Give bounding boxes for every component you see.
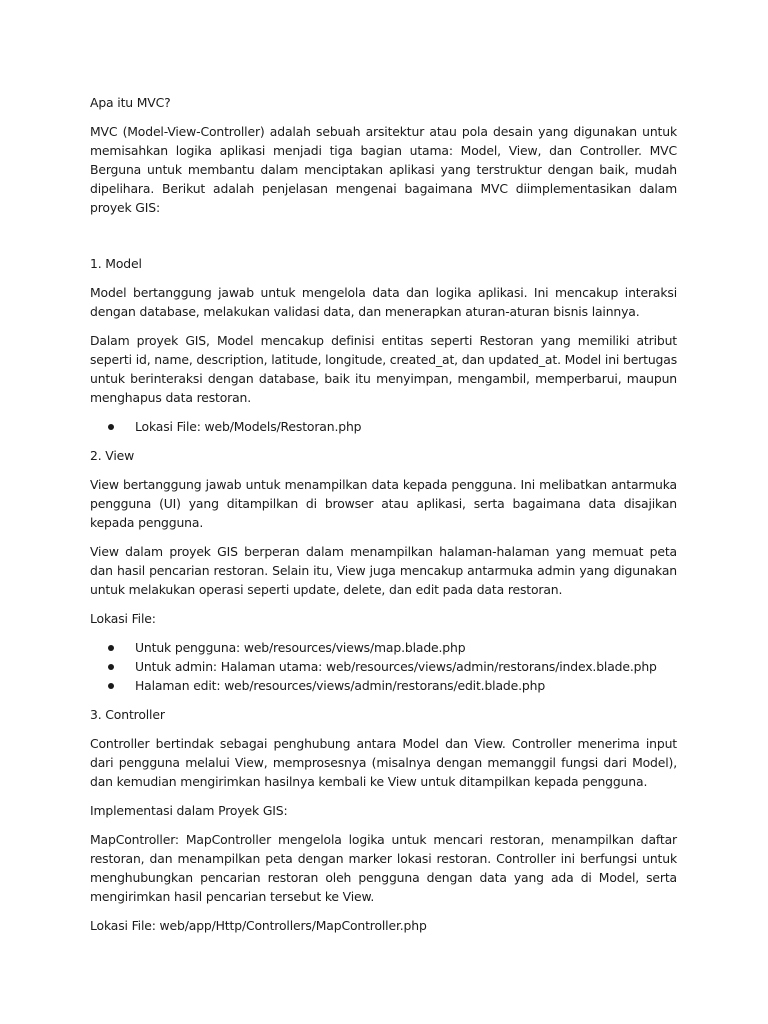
list-item-text: Lokasi File: web/Models/Restoran.php <box>135 419 362 434</box>
implementation-heading: Implementasi dalam Proyek GIS: <box>90 803 288 818</box>
controller-paragraph-2: MapController: MapController mengelola logika untuk mencari restoran, menampilkan daftar restoran, dan menampilkan peta dengan marker lokasi restoran. Controller ini berfungsi untuk menghubungkan pencarian restoran oleh pengguna dengan data yang ada di Model, serta mengirimkan hasil pencarian tersebut ke View. <box>90 832 677 904</box>
list-item-text: Untuk pengguna: web/resources/views/map.blade.php <box>135 640 466 655</box>
model-heading: 1. Model <box>90 256 142 271</box>
view-paragraph-2: View dalam proyek GIS berperan dalam menampilkan halaman-halaman yang memuat peta dan hasil pencarian restoran. Selain itu, View juga mencakup antarmuka admin yang digunakan untuk melakukan operasi seperti update, delete, dan edit pada data restoran. <box>90 544 677 597</box>
view-file-label: Lokasi File: <box>90 611 156 626</box>
bullet-icon <box>108 424 114 430</box>
controller-heading: 3. Controller <box>90 707 165 722</box>
section-spacer <box>90 227 677 254</box>
list-item <box>90 657 677 676</box>
list-item-text: Halaman edit: web/resources/views/admin/restorans/edit.blade.php <box>135 678 546 693</box>
intro-heading: Apa itu MVC? <box>90 95 171 110</box>
intro-paragraph: MVC (Model-View-Controller) adalah sebuah arsitektur atau pola desain yang digunakan untuk memisahkan logika aplikasi menjadi tiga bagian utama: Model, View, dan Controller. MVC Berguna untuk membantu dalam menciptakan aplikasi yang terstruktur dengan baik, mudah dipelihara. Berikut adalah penjelasan mengenai bagaimana MVC diimplementasikan dalam proyek GIS: <box>90 124 677 215</box>
list-item <box>90 638 677 657</box>
controller-file-line: Lokasi File: web/app/Http/Controllers/MapController.php <box>90 918 427 933</box>
bullet-icon <box>108 664 114 670</box>
model-paragraph-2: Dalam proyek GIS, Model mencakup definisi entitas seperti Restoran yang memiliki atribut seperti id, name, description, latitude, longitude, created_at, dan updated_at. Model ini bertugas untuk berinteraksi dengan database, baik itu menyimpan, mengambil, memperbarui, maupun menghapus data restoran. <box>90 333 677 405</box>
bullet-icon <box>108 683 114 689</box>
list-item-text: Untuk admin: Halaman utama: web/resources/views/admin/restorans/index.blade.php <box>135 659 657 674</box>
model-paragraph-1: Model bertanggung jawab untuk mengelola data dan logika aplikasi. Ini mencakup interaksi dengan database, melakukan validasi data, dan menerapkan aturan-aturan bisnis lainnya. <box>90 285 677 319</box>
list-item <box>90 417 677 436</box>
view-file-list <box>90 638 677 695</box>
bullet-icon <box>108 645 114 651</box>
list-item <box>90 676 677 695</box>
model-file-list <box>90 417 677 436</box>
document-page <box>90 93 677 945</box>
view-heading: 2. View <box>90 448 135 463</box>
view-paragraph-1: View bertanggung jawab untuk menampilkan data kepada pengguna. Ini melibatkan antarmuka pengguna (UI) yang ditampilkan di browser atau aplikasi, serta bagaimana data disajikan kepada pengguna. <box>90 477 677 530</box>
controller-paragraph-1: Controller bertindak sebagai penghubung antara Model dan View. Controller menerima input dari pengguna melalui View, memprosesnya (misalnya dengan memanggil fungsi dari Model), dan kemudian mengirimkan hasilnya kembali ke View untuk ditampilkan kepada pengguna. <box>90 736 677 789</box>
